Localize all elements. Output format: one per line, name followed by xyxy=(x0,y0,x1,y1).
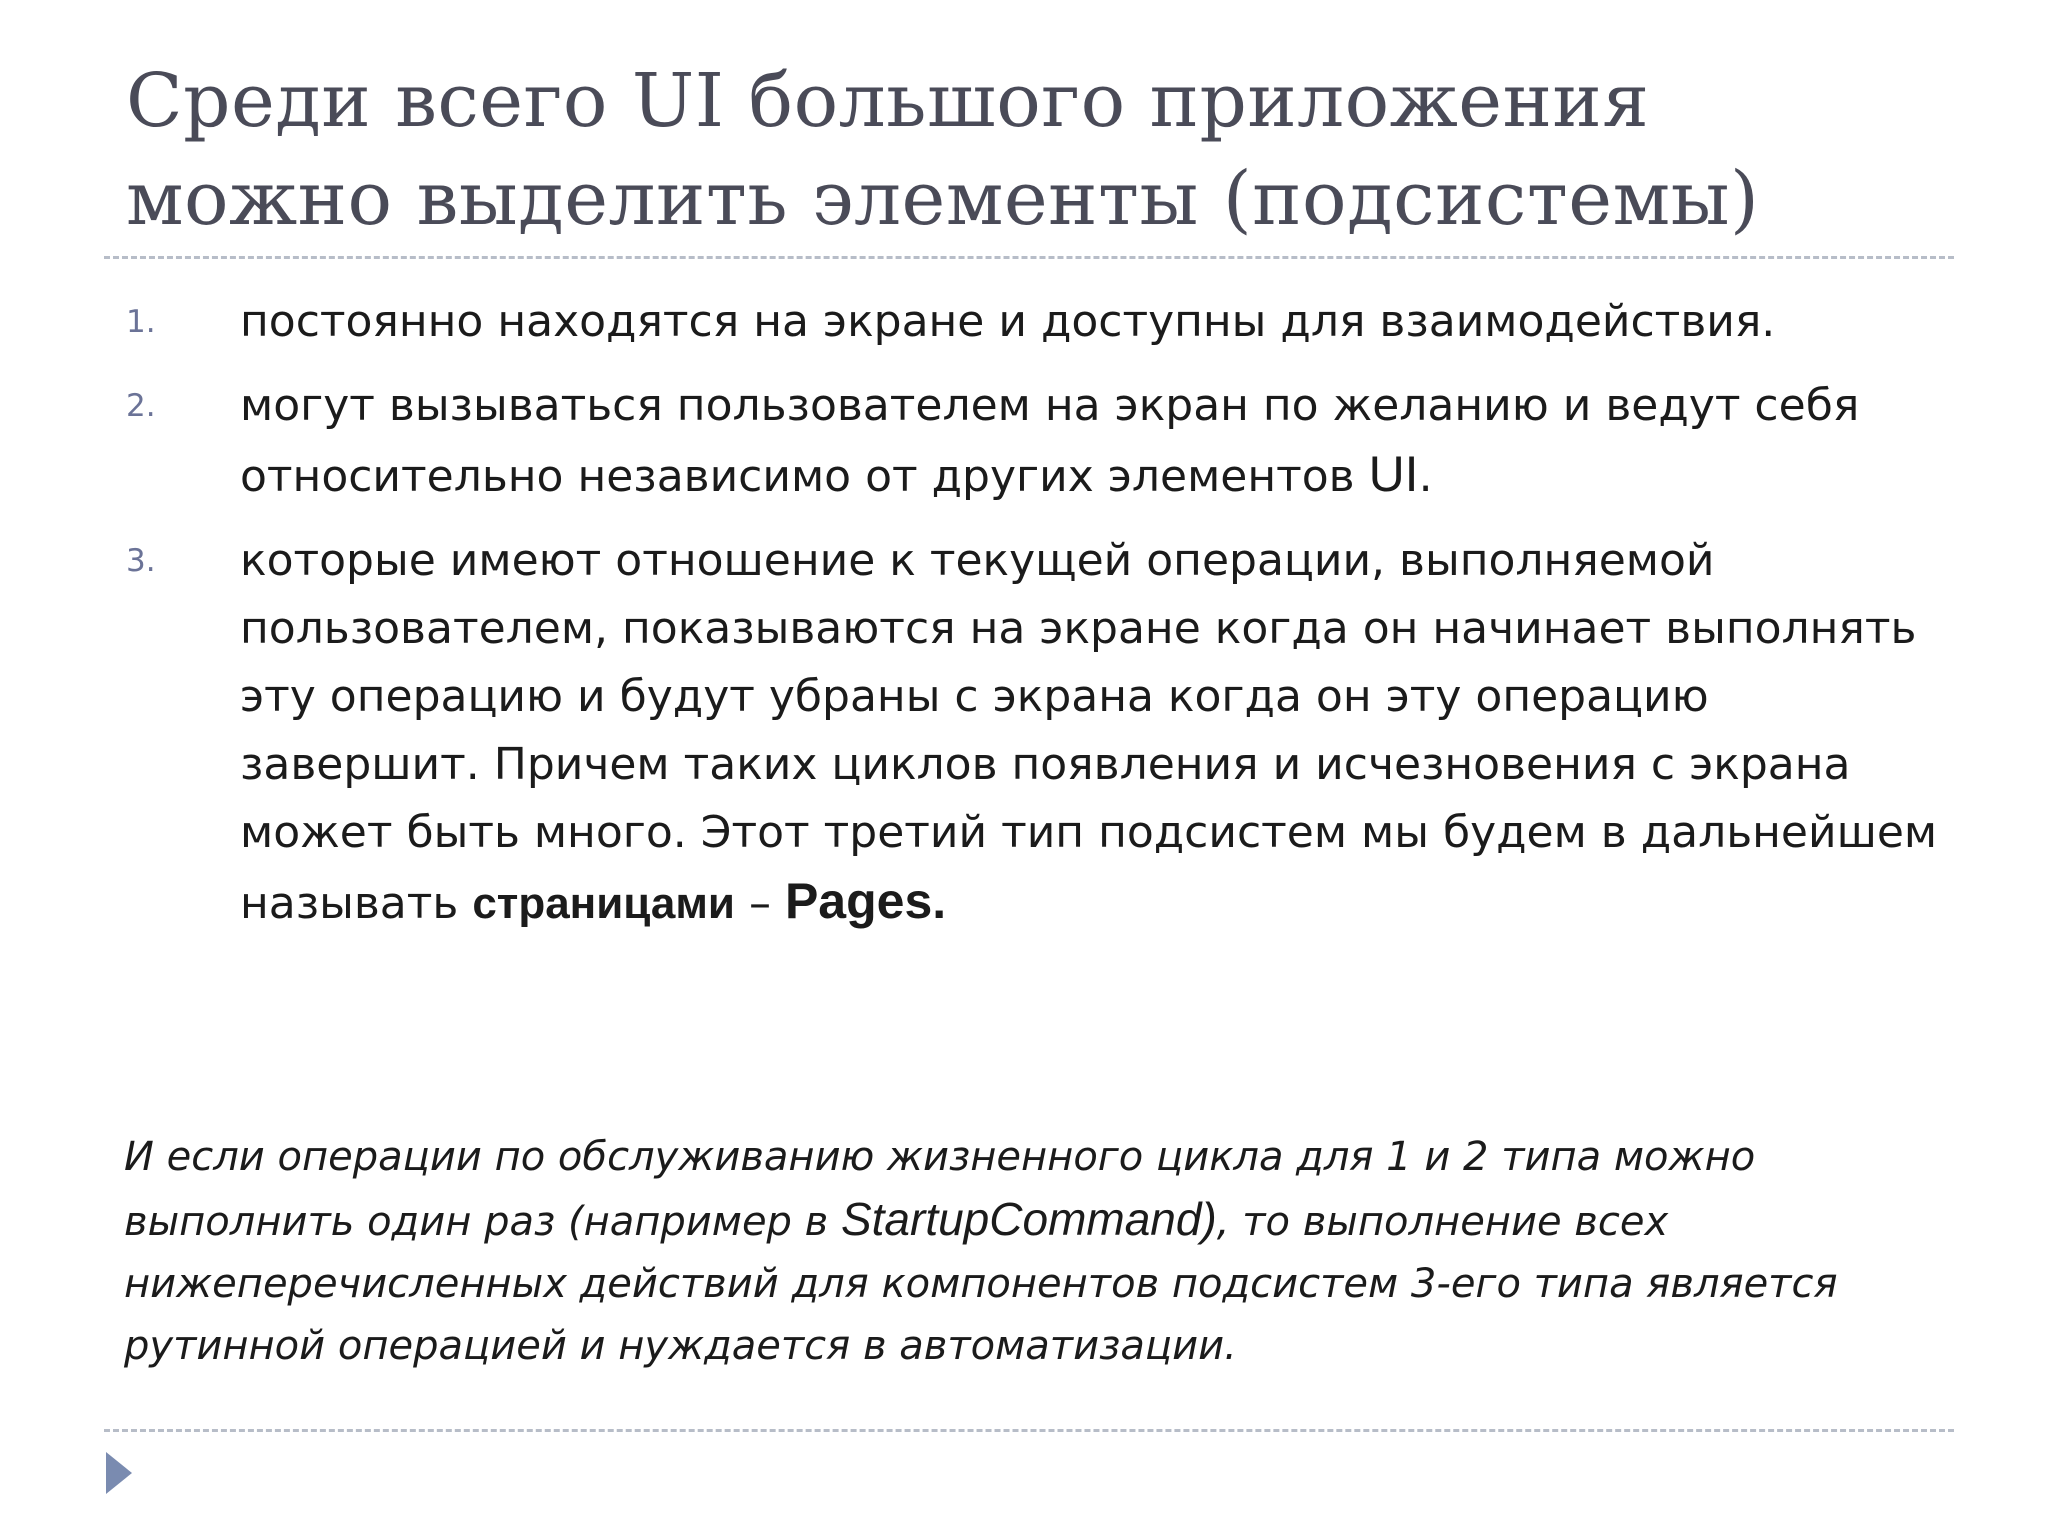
pages-term-english: Pages. xyxy=(784,873,947,929)
list-item-text-main: которые имеют отношение к текущей операции, выполняемой пользователем, показываются на экране когда он начинает выполнять эту операцию и будут убраны с экрана когда он эту операцию завершит. Причем таких циклов появления и исчезновения с экрана может быть много. Этот третий тип подсистем мы будем в дальнейшем называть xyxy=(240,535,1938,929)
pages-term-russian: страницами xyxy=(472,879,735,928)
list-item-text xyxy=(240,380,1859,502)
list-item xyxy=(126,527,1956,938)
list-item-number: 3. xyxy=(126,543,156,579)
list-item xyxy=(126,372,1956,511)
automation-note xyxy=(124,1126,1944,1377)
list-item-number: 2. xyxy=(126,388,156,424)
list-item-text-main: могут вызываться пользователем на экран по желанию и ведут себя относительно независимо от других элементов xyxy=(240,380,1860,502)
list-item-number: 1. xyxy=(126,304,156,340)
list-item xyxy=(126,288,1956,356)
list-item-text xyxy=(240,535,1937,929)
slide-title: Среди всего UI большого приложения можно выделить элементы (подсистемы) xyxy=(126,58,1760,242)
note-text-end: , то выполнение всех нижеперечисленных действий для компонентов подсистем 3-его типа является рутинной операцией и нуждается в автоматизации. xyxy=(124,1199,1838,1369)
ui-term: UI xyxy=(1368,446,1419,502)
startup-command-term: StartupCommand) xyxy=(840,1193,1217,1245)
list-item-period: . xyxy=(1418,451,1433,502)
title-divider xyxy=(104,256,1954,259)
list-item-text: постоянно находятся на экране и доступны для взаимодействия. xyxy=(240,296,1776,347)
note-text-start: И если операции по обслуживанию жизненного цикла для 1 и 2 типа можно выполнить один раз (например в xyxy=(124,1134,1756,1245)
term-dash: – xyxy=(734,878,785,929)
footer-divider xyxy=(104,1429,1954,1432)
triangle-right-icon xyxy=(106,1452,132,1494)
subsystem-list xyxy=(126,288,1956,954)
